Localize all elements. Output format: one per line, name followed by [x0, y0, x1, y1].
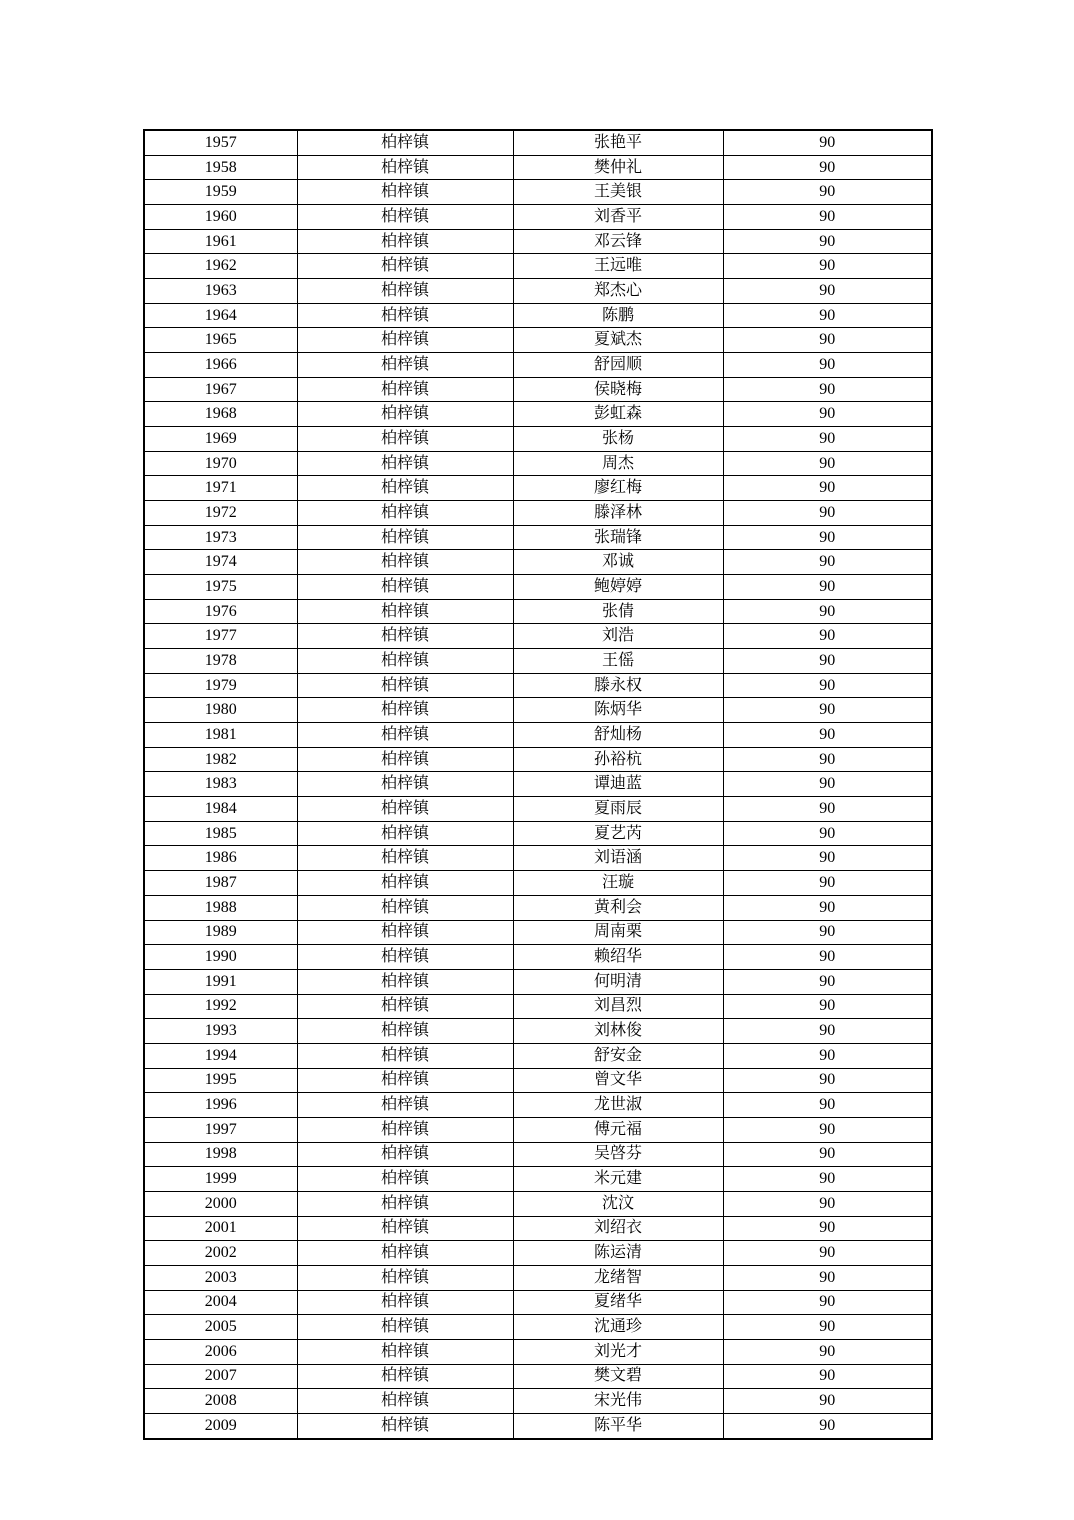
cell-serial-number: 2002	[144, 1241, 297, 1266]
cell-serial-number: 1999	[144, 1167, 297, 1192]
table-row	[144, 1241, 932, 1266]
table-row	[144, 723, 932, 748]
cell-score: 90	[723, 945, 932, 970]
cell-serial-number: 2004	[144, 1290, 297, 1315]
cell-serial-number: 2003	[144, 1265, 297, 1290]
cell-person-name: 陈鹏	[513, 303, 723, 328]
cell-person-name: 郑杰心	[513, 279, 723, 304]
cell-person-name: 龙世淑	[513, 1093, 723, 1118]
cell-town: 柏梓镇	[297, 1290, 513, 1315]
cell-person-name: 沈通珍	[513, 1315, 723, 1340]
table-row	[144, 1068, 932, 1093]
cell-town: 柏梓镇	[297, 328, 513, 353]
table-row	[144, 1191, 932, 1216]
cell-person-name: 米元建	[513, 1167, 723, 1192]
cell-score: 90	[723, 1093, 932, 1118]
cell-score: 90	[723, 673, 932, 698]
cell-serial-number: 1972	[144, 501, 297, 526]
table-row	[144, 871, 932, 896]
table-row	[144, 501, 932, 526]
cell-score: 90	[723, 476, 932, 501]
table-row	[144, 377, 932, 402]
cell-score: 90	[723, 649, 932, 674]
cell-town: 柏梓镇	[297, 1068, 513, 1093]
cell-person-name: 汪璇	[513, 871, 723, 896]
cell-serial-number: 1968	[144, 402, 297, 427]
table-row	[144, 994, 932, 1019]
cell-serial-number: 1982	[144, 747, 297, 772]
cell-town: 柏梓镇	[297, 1117, 513, 1142]
cell-person-name: 廖红梅	[513, 476, 723, 501]
cell-score: 90	[723, 1265, 932, 1290]
cell-score: 90	[723, 1241, 932, 1266]
cell-score: 90	[723, 1167, 932, 1192]
cell-score: 90	[723, 1389, 932, 1414]
table-row	[144, 846, 932, 871]
cell-score: 90	[723, 599, 932, 624]
cell-serial-number: 1994	[144, 1043, 297, 1068]
cell-person-name: 刘浩	[513, 624, 723, 649]
table-row	[144, 1339, 932, 1364]
cell-score: 90	[723, 279, 932, 304]
cell-person-name: 周杰	[513, 451, 723, 476]
cell-town: 柏梓镇	[297, 1339, 513, 1364]
cell-score: 90	[723, 1216, 932, 1241]
cell-person-name: 刘绍衣	[513, 1216, 723, 1241]
cell-town: 柏梓镇	[297, 254, 513, 279]
cell-serial-number: 1981	[144, 723, 297, 748]
cell-score: 90	[723, 747, 932, 772]
cell-score: 90	[723, 1364, 932, 1389]
cell-town: 柏梓镇	[297, 772, 513, 797]
cell-score: 90	[723, 1043, 932, 1068]
cell-town: 柏梓镇	[297, 451, 513, 476]
table-row	[144, 599, 932, 624]
cell-score: 90	[723, 130, 932, 155]
table-row	[144, 180, 932, 205]
cell-score: 90	[723, 797, 932, 822]
table-row	[144, 575, 932, 600]
cell-score: 90	[723, 155, 932, 180]
cell-score: 90	[723, 920, 932, 945]
table-row	[144, 1167, 932, 1192]
cell-serial-number: 1965	[144, 328, 297, 353]
table-row	[144, 130, 932, 155]
cell-score: 90	[723, 1191, 932, 1216]
table-row	[144, 402, 932, 427]
cell-town: 柏梓镇	[297, 130, 513, 155]
table-row	[144, 797, 932, 822]
cell-serial-number: 1967	[144, 377, 297, 402]
cell-serial-number: 2007	[144, 1364, 297, 1389]
cell-serial-number: 1988	[144, 895, 297, 920]
cell-person-name: 舒园顺	[513, 353, 723, 378]
cell-person-name: 王美银	[513, 180, 723, 205]
cell-town: 柏梓镇	[297, 205, 513, 230]
cell-town: 柏梓镇	[297, 624, 513, 649]
cell-person-name: 龙绪智	[513, 1265, 723, 1290]
cell-town: 柏梓镇	[297, 723, 513, 748]
cell-town: 柏梓镇	[297, 1413, 513, 1438]
cell-serial-number: 1957	[144, 130, 297, 155]
cell-serial-number: 1958	[144, 155, 297, 180]
cell-score: 90	[723, 994, 932, 1019]
cell-serial-number: 1987	[144, 871, 297, 896]
table-row	[144, 155, 932, 180]
cell-score: 90	[723, 1315, 932, 1340]
cell-town: 柏梓镇	[297, 1265, 513, 1290]
cell-town: 柏梓镇	[297, 1019, 513, 1044]
cell-person-name: 赖绍华	[513, 945, 723, 970]
cell-person-name: 陈运清	[513, 1241, 723, 1266]
cell-town: 柏梓镇	[297, 550, 513, 575]
cell-score: 90	[723, 1117, 932, 1142]
cell-town: 柏梓镇	[297, 303, 513, 328]
cell-serial-number: 1992	[144, 994, 297, 1019]
cell-serial-number: 1995	[144, 1068, 297, 1093]
table-row	[144, 1117, 932, 1142]
cell-score: 90	[723, 427, 932, 452]
cell-serial-number: 1997	[144, 1117, 297, 1142]
cell-person-name: 陈平华	[513, 1413, 723, 1438]
table-row	[144, 1216, 932, 1241]
cell-serial-number: 1985	[144, 821, 297, 846]
cell-serial-number: 1980	[144, 698, 297, 723]
cell-score: 90	[723, 451, 932, 476]
table-row	[144, 945, 932, 970]
cell-person-name: 刘光才	[513, 1339, 723, 1364]
cell-town: 柏梓镇	[297, 994, 513, 1019]
cell-score: 90	[723, 871, 932, 896]
cell-score: 90	[723, 1019, 932, 1044]
cell-person-name: 彭虹森	[513, 402, 723, 427]
cell-score: 90	[723, 254, 932, 279]
cell-score: 90	[723, 895, 932, 920]
cell-person-name: 鲍婷婷	[513, 575, 723, 600]
cell-person-name: 刘香平	[513, 205, 723, 230]
cell-serial-number: 1983	[144, 772, 297, 797]
cell-town: 柏梓镇	[297, 945, 513, 970]
cell-serial-number: 1990	[144, 945, 297, 970]
table-row	[144, 451, 932, 476]
cell-town: 柏梓镇	[297, 402, 513, 427]
table-row	[144, 895, 932, 920]
cell-score: 90	[723, 1142, 932, 1167]
cell-town: 柏梓镇	[297, 229, 513, 254]
cell-town: 柏梓镇	[297, 649, 513, 674]
cell-town: 柏梓镇	[297, 920, 513, 945]
cell-person-name: 邓云锋	[513, 229, 723, 254]
cell-town: 柏梓镇	[297, 1315, 513, 1340]
cell-town: 柏梓镇	[297, 279, 513, 304]
table-row	[144, 303, 932, 328]
cell-serial-number: 1976	[144, 599, 297, 624]
cell-person-name: 王傜	[513, 649, 723, 674]
cell-score: 90	[723, 353, 932, 378]
cell-score: 90	[723, 377, 932, 402]
table-row	[144, 328, 932, 353]
cell-score: 90	[723, 180, 932, 205]
cell-score: 90	[723, 575, 932, 600]
table-row	[144, 1043, 932, 1068]
cell-person-name: 陈炳华	[513, 698, 723, 723]
table-row	[144, 229, 932, 254]
cell-person-name: 黄利会	[513, 895, 723, 920]
cell-town: 柏梓镇	[297, 1093, 513, 1118]
table-row	[144, 1290, 932, 1315]
table-body	[144, 130, 932, 1439]
cell-town: 柏梓镇	[297, 1389, 513, 1414]
cell-town: 柏梓镇	[297, 1043, 513, 1068]
cell-person-name: 宋光伟	[513, 1389, 723, 1414]
cell-person-name: 刘林俊	[513, 1019, 723, 1044]
cell-person-name: 王远唯	[513, 254, 723, 279]
cell-serial-number: 1996	[144, 1093, 297, 1118]
cell-serial-number: 1959	[144, 180, 297, 205]
cell-person-name: 滕泽林	[513, 501, 723, 526]
cell-score: 90	[723, 303, 932, 328]
cell-serial-number: 2008	[144, 1389, 297, 1414]
cell-person-name: 夏艺芮	[513, 821, 723, 846]
cell-serial-number: 1993	[144, 1019, 297, 1044]
cell-score: 90	[723, 229, 932, 254]
cell-town: 柏梓镇	[297, 846, 513, 871]
cell-person-name: 侯晓梅	[513, 377, 723, 402]
cell-serial-number: 1991	[144, 969, 297, 994]
table-row	[144, 747, 932, 772]
cell-serial-number: 1960	[144, 205, 297, 230]
cell-person-name: 邓诚	[513, 550, 723, 575]
cell-town: 柏梓镇	[297, 155, 513, 180]
table-row	[144, 476, 932, 501]
cell-town: 柏梓镇	[297, 599, 513, 624]
table-row	[144, 821, 932, 846]
cell-serial-number: 2005	[144, 1315, 297, 1340]
cell-serial-number: 1984	[144, 797, 297, 822]
score-table	[143, 129, 933, 1440]
table-row	[144, 1315, 932, 1340]
cell-person-name: 夏绪华	[513, 1290, 723, 1315]
cell-score: 90	[723, 846, 932, 871]
cell-person-name: 曾文华	[513, 1068, 723, 1093]
cell-score: 90	[723, 205, 932, 230]
cell-serial-number: 2000	[144, 1191, 297, 1216]
cell-person-name: 何明清	[513, 969, 723, 994]
cell-town: 柏梓镇	[297, 180, 513, 205]
cell-person-name: 樊仲礼	[513, 155, 723, 180]
cell-town: 柏梓镇	[297, 525, 513, 550]
table-row	[144, 1093, 932, 1118]
cell-town: 柏梓镇	[297, 1142, 513, 1167]
cell-score: 90	[723, 501, 932, 526]
cell-score: 90	[723, 821, 932, 846]
table-row	[144, 1413, 932, 1438]
table-row	[144, 427, 932, 452]
cell-person-name: 傅元福	[513, 1117, 723, 1142]
cell-serial-number: 1962	[144, 254, 297, 279]
cell-score: 90	[723, 624, 932, 649]
table-row	[144, 920, 932, 945]
cell-serial-number: 1973	[144, 525, 297, 550]
cell-score: 90	[723, 550, 932, 575]
table-row	[144, 1019, 932, 1044]
cell-town: 柏梓镇	[297, 747, 513, 772]
cell-score: 90	[723, 1290, 932, 1315]
cell-town: 柏梓镇	[297, 871, 513, 896]
cell-town: 柏梓镇	[297, 1216, 513, 1241]
cell-person-name: 夏雨辰	[513, 797, 723, 822]
table-row	[144, 1265, 932, 1290]
cell-person-name: 刘昌烈	[513, 994, 723, 1019]
cell-serial-number: 1961	[144, 229, 297, 254]
cell-town: 柏梓镇	[297, 353, 513, 378]
cell-person-name: 孙裕杭	[513, 747, 723, 772]
cell-serial-number: 1979	[144, 673, 297, 698]
cell-score: 90	[723, 1413, 932, 1438]
cell-town: 柏梓镇	[297, 1364, 513, 1389]
cell-serial-number: 1970	[144, 451, 297, 476]
table-row	[144, 525, 932, 550]
cell-town: 柏梓镇	[297, 377, 513, 402]
cell-town: 柏梓镇	[297, 698, 513, 723]
cell-serial-number: 1998	[144, 1142, 297, 1167]
cell-person-name: 沈汶	[513, 1191, 723, 1216]
table-row	[144, 205, 932, 230]
cell-serial-number: 1966	[144, 353, 297, 378]
cell-score: 90	[723, 402, 932, 427]
cell-person-name: 滕永权	[513, 673, 723, 698]
cell-serial-number: 1986	[144, 846, 297, 871]
cell-person-name: 吴啓芬	[513, 1142, 723, 1167]
cell-town: 柏梓镇	[297, 969, 513, 994]
cell-score: 90	[723, 969, 932, 994]
table-row	[144, 353, 932, 378]
cell-score: 90	[723, 1339, 932, 1364]
cell-serial-number: 1971	[144, 476, 297, 501]
cell-score: 90	[723, 723, 932, 748]
cell-serial-number: 2006	[144, 1339, 297, 1364]
cell-score: 90	[723, 525, 932, 550]
cell-serial-number: 1989	[144, 920, 297, 945]
cell-serial-number: 1969	[144, 427, 297, 452]
cell-serial-number: 1977	[144, 624, 297, 649]
cell-score: 90	[723, 1068, 932, 1093]
table-row	[144, 1364, 932, 1389]
cell-town: 柏梓镇	[297, 575, 513, 600]
cell-town: 柏梓镇	[297, 673, 513, 698]
table-row	[144, 698, 932, 723]
cell-serial-number: 1975	[144, 575, 297, 600]
cell-town: 柏梓镇	[297, 797, 513, 822]
cell-serial-number: 1978	[144, 649, 297, 674]
cell-serial-number: 1963	[144, 279, 297, 304]
cell-person-name: 张艳平	[513, 130, 723, 155]
cell-person-name: 张杨	[513, 427, 723, 452]
cell-serial-number: 1964	[144, 303, 297, 328]
cell-score: 90	[723, 328, 932, 353]
cell-score: 90	[723, 772, 932, 797]
table-row	[144, 550, 932, 575]
cell-serial-number: 2009	[144, 1413, 297, 1438]
table-row	[144, 279, 932, 304]
cell-person-name: 张瑞锋	[513, 525, 723, 550]
cell-town: 柏梓镇	[297, 1191, 513, 1216]
cell-town: 柏梓镇	[297, 895, 513, 920]
cell-town: 柏梓镇	[297, 501, 513, 526]
table-row	[144, 1389, 932, 1414]
cell-score: 90	[723, 698, 932, 723]
cell-person-name: 周南栗	[513, 920, 723, 945]
cell-person-name: 张倩	[513, 599, 723, 624]
cell-person-name: 夏斌杰	[513, 328, 723, 353]
cell-town: 柏梓镇	[297, 476, 513, 501]
table-row	[144, 254, 932, 279]
table-row	[144, 649, 932, 674]
cell-person-name: 樊文碧	[513, 1364, 723, 1389]
table-row	[144, 969, 932, 994]
cell-person-name: 谭迪蓝	[513, 772, 723, 797]
cell-person-name: 舒安金	[513, 1043, 723, 1068]
table-row	[144, 1142, 932, 1167]
table-row	[144, 624, 932, 649]
cell-person-name: 舒灿杨	[513, 723, 723, 748]
table-row	[144, 772, 932, 797]
table-row	[144, 673, 932, 698]
cell-town: 柏梓镇	[297, 1167, 513, 1192]
cell-person-name: 刘语涵	[513, 846, 723, 871]
cell-serial-number: 1974	[144, 550, 297, 575]
cell-town: 柏梓镇	[297, 821, 513, 846]
cell-town: 柏梓镇	[297, 427, 513, 452]
cell-town: 柏梓镇	[297, 1241, 513, 1266]
cell-serial-number: 2001	[144, 1216, 297, 1241]
